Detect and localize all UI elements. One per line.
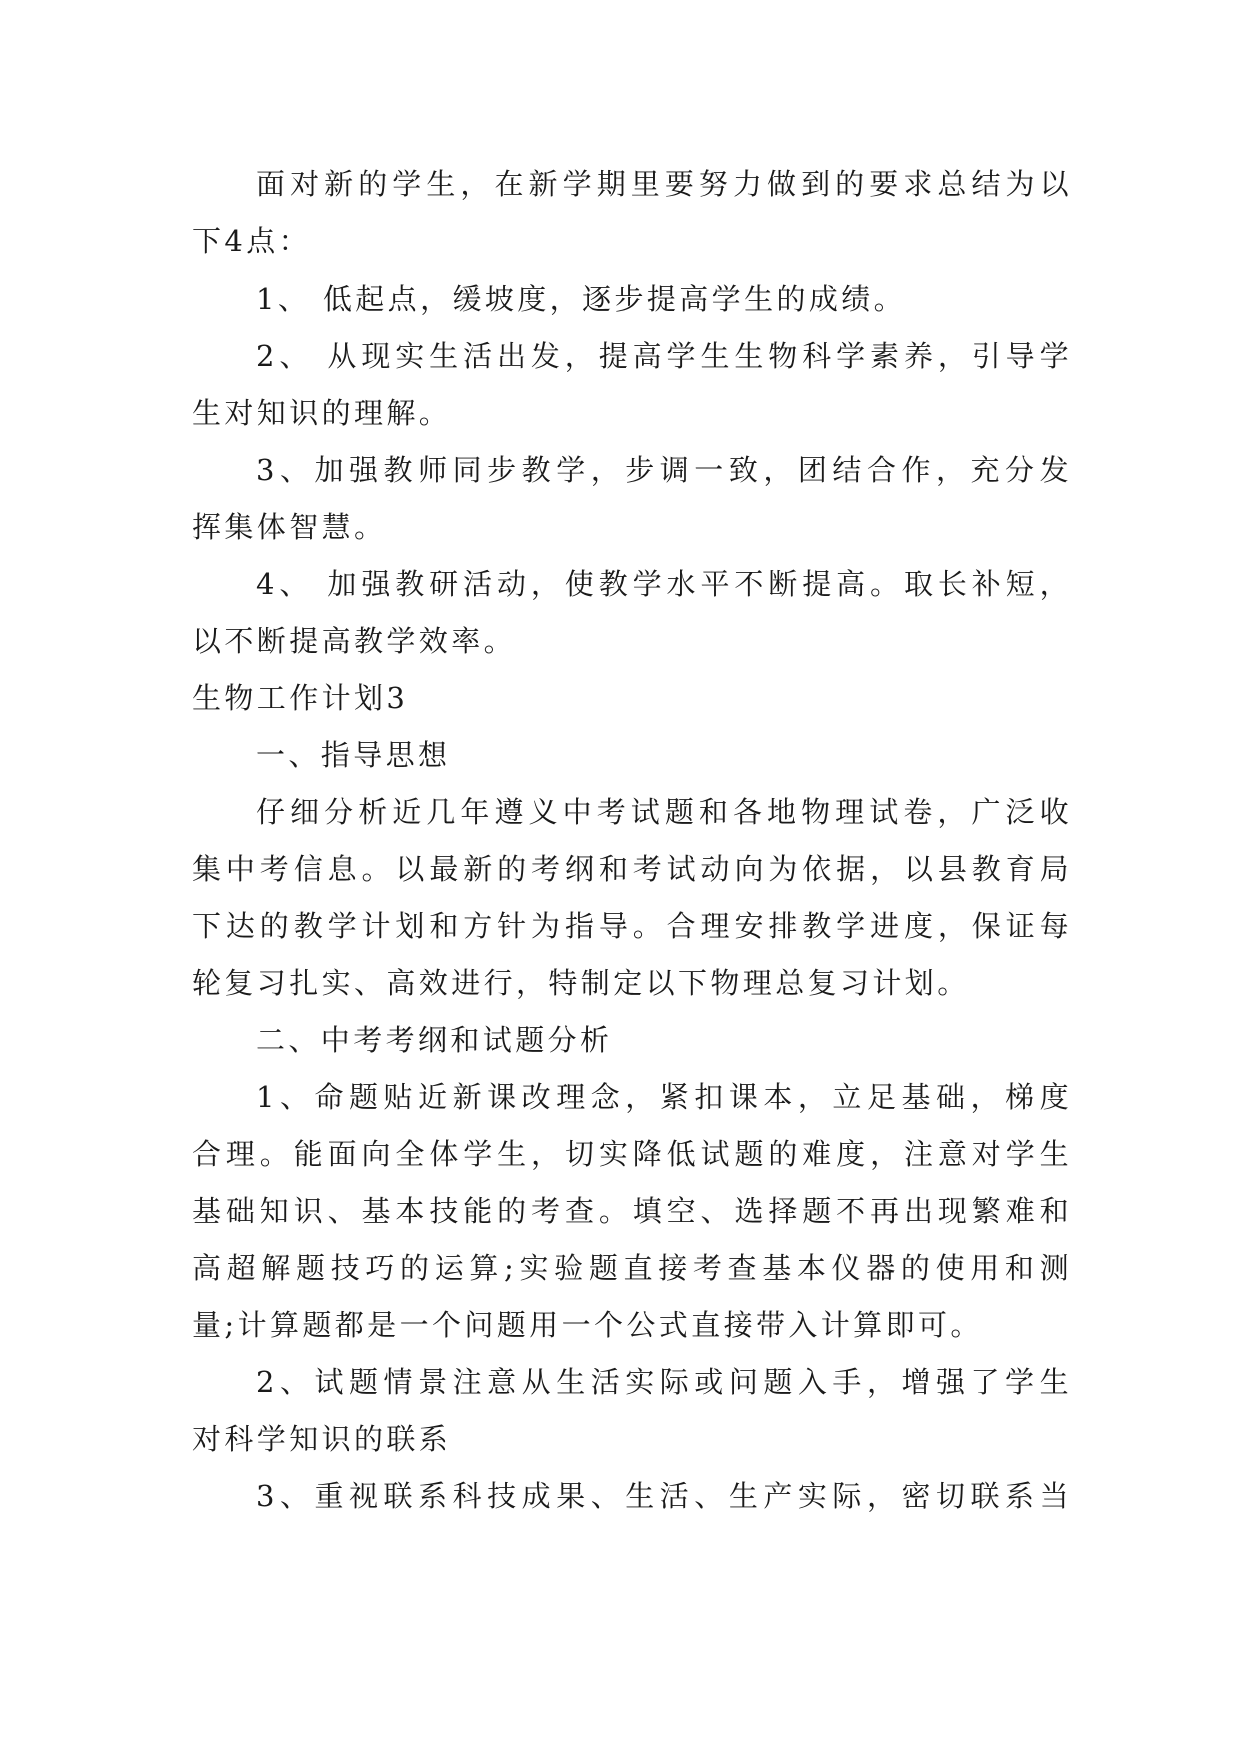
list-item-line: 3、重视联系科技成果、生活、生产实际，密切联系当: [256, 1479, 1072, 1513]
paragraph-line: 仔细分析近几年遵义中考试题和各地物理试卷，广泛收: [256, 795, 1072, 829]
paragraph-line: 集中考信息。以最新的考纲和考试动向为依据，以县教育局: [192, 852, 1072, 886]
list-item-line: 1、命题贴近新课改理念，紧扣课本，立足基础，梯度: [256, 1080, 1072, 1114]
list-item-line: 1、 低起点，缓坡度，逐步提高学生的成绩。: [256, 282, 907, 316]
paragraph-line: 对科学知识的联系: [192, 1422, 452, 1456]
list-item-line: 2、试题情景注意从生活实际或问题入手，增强了学生: [256, 1365, 1072, 1399]
paragraph-line: 生对知识的理解。: [192, 396, 452, 430]
section-title: 生物工作计划3: [192, 681, 409, 715]
paragraph-line: 合理。能面向全体学生，切实降低试题的难度，注意对学生: [192, 1137, 1072, 1171]
paragraph-line: 量;计算题都是一个问题用一个公式直接带入计算即可。: [192, 1308, 983, 1342]
section-heading: 二、中考考纲和试题分析: [256, 1023, 613, 1057]
paragraph-line: 基础知识、基本技能的考查。填空、选择题不再出现繁难和: [192, 1194, 1072, 1228]
paragraph-line: 挥集体智慧。: [192, 510, 387, 544]
list-item-line: 4、 加强教研活动，使教学水平不断提高。取长补短，: [256, 567, 1072, 601]
paragraph-line: 轮复习扎实、高效进行，特制定以下物理总复习计划。: [192, 966, 970, 1000]
paragraph-line: 面对新的学生，在新学期里要努力做到的要求总结为以: [256, 167, 1072, 201]
paragraph-line: 高超解题技巧的运算;实验题直接考查基本仪器的使用和测: [192, 1251, 1072, 1285]
list-item-line: 3、加强教师同步教学，步调一致，团结合作，充分发: [256, 453, 1072, 487]
section-heading: 一、指导思想: [256, 738, 451, 772]
list-item-line: 2、 从现实生活出发，提高学生生物科学素养，引导学: [256, 339, 1072, 373]
paragraph-line: 下达的教学计划和方针为指导。合理安排教学进度，保证每: [192, 909, 1072, 943]
paragraph-line: 以不断提高教学效率。: [192, 624, 517, 658]
paragraph-line: 下4点：: [192, 224, 312, 258]
